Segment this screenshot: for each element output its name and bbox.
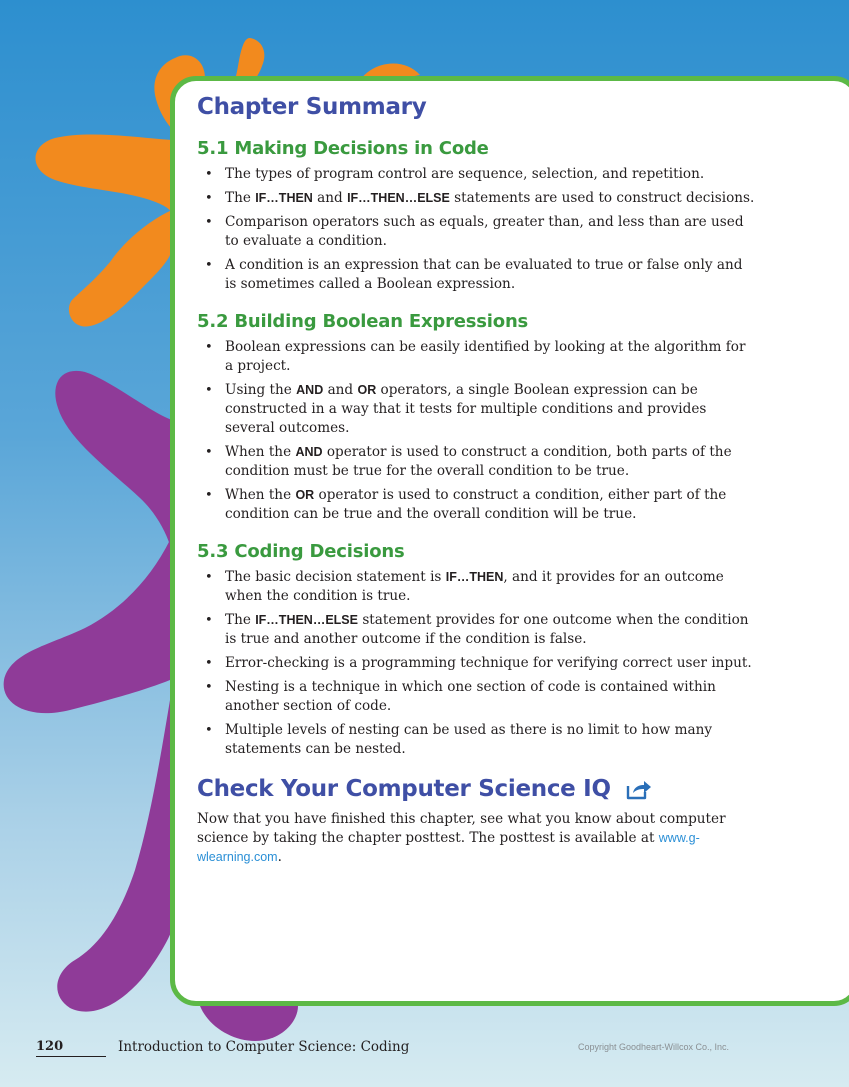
bullet-text: Comparison operators such as equals, greater than, and less than are used to evaluate a condition. [225,214,744,249]
share-arrow-icon[interactable] [625,778,653,800]
bullet-text: The types of program control are sequence, selection, and repetition. [225,166,705,182]
bullet-text: The basic decision statement is [225,569,446,585]
iq-title: Check Your Computer Science IQ [197,776,611,802]
bullet-item [197,721,757,759]
bullet-text: A condition is an expression that can be evaluated to true or false only and is sometimes called a Boolean expression. [225,257,743,292]
iq-text-before: Now that you have finished this chapter, see what you know about computer science by taking the chapter posttest. The posttest is available at [197,811,726,846]
keyword: AND [296,383,324,397]
bullet-text: Using the [225,382,297,398]
page-footer [36,1039,816,1063]
section-heading: 5.3 Coding Decisions [197,541,405,562]
bullet-item [197,189,757,208]
summary-sections [197,138,757,759]
copyright-notice: Copyright Goodheart-Willcox Co., Inc. [578,1042,730,1052]
chapter-summary-title: Chapter Summary [197,94,427,120]
keyword: IF…THEN…ELSE [255,613,358,627]
bullet-item [197,568,757,606]
bullet-item [197,165,757,184]
bullet-item [197,678,757,716]
page-number: 120 [36,1039,106,1057]
bullet-text: When the [225,487,296,503]
bullet-text: When the [225,444,296,460]
page-content [197,94,757,867]
bullet-text: Boolean expressions can be easily identified by looking at the algorithm for a project. [225,339,746,374]
bullet-text: operator is used to construct a condition, either part of the condition can be true and the overall condition will be true. [225,487,727,522]
bullet-text: operator is used to construct a condition, both parts of the condition must be true for the overall condition to be true. [225,444,732,479]
bullet-text: statement provides for one outcome when the condition is true and another outcome if the condition is false. [225,612,749,647]
keyword: IF…THEN [255,191,313,205]
bullet-text: statements are used to construct decisions. [449,190,755,206]
bullet-item [197,486,757,524]
keyword: OR [357,383,377,397]
bullet-item [197,381,757,438]
bullet-text: operators, a single Boolean expression can be constructed in a way that it tests for multiple conditions and provides several outcomes. [225,382,707,436]
bullet-text: , and it provides for an outcome when the condition is true. [225,569,724,604]
bullet-item [197,654,757,673]
book-title: Introduction to Computer Science: Coding [118,1039,410,1055]
bullet-text: Multiple levels of nesting can be used as there is no limit to how many statements can be nested. [225,722,713,757]
bullet-text: Error-checking is a programming technique for verifying correct user input. [225,655,752,671]
bullet-text: The [225,612,256,628]
iq-text-after: . [277,849,282,865]
keyword: IF…THEN…ELSE [347,191,450,205]
bullet-text: and [323,382,358,398]
bullet-list [197,568,757,759]
section-heading: 5.1 Making Decisions in Code [197,138,489,159]
bullet-text: Nesting is a technique in which one section of code is contained within another section of code. [225,679,716,714]
posttest-link[interactable]: www.g-wlearning.com [197,831,700,864]
bullet-item [197,213,757,251]
bullet-text: The [225,190,256,206]
keyword: IF…THEN [445,570,504,584]
keyword: AND [295,445,323,459]
bullet-item [197,443,757,481]
bullet-item [197,338,757,376]
iq-paragraph [197,810,757,867]
bullet-list [197,338,757,524]
iq-heading-row [197,776,757,802]
bullet-list [197,165,757,294]
bullet-text: and [312,190,348,206]
bullet-item [197,256,757,294]
section-heading: 5.2 Building Boolean Expressions [197,311,529,332]
keyword: OR [295,488,315,502]
bullet-item [197,611,757,649]
